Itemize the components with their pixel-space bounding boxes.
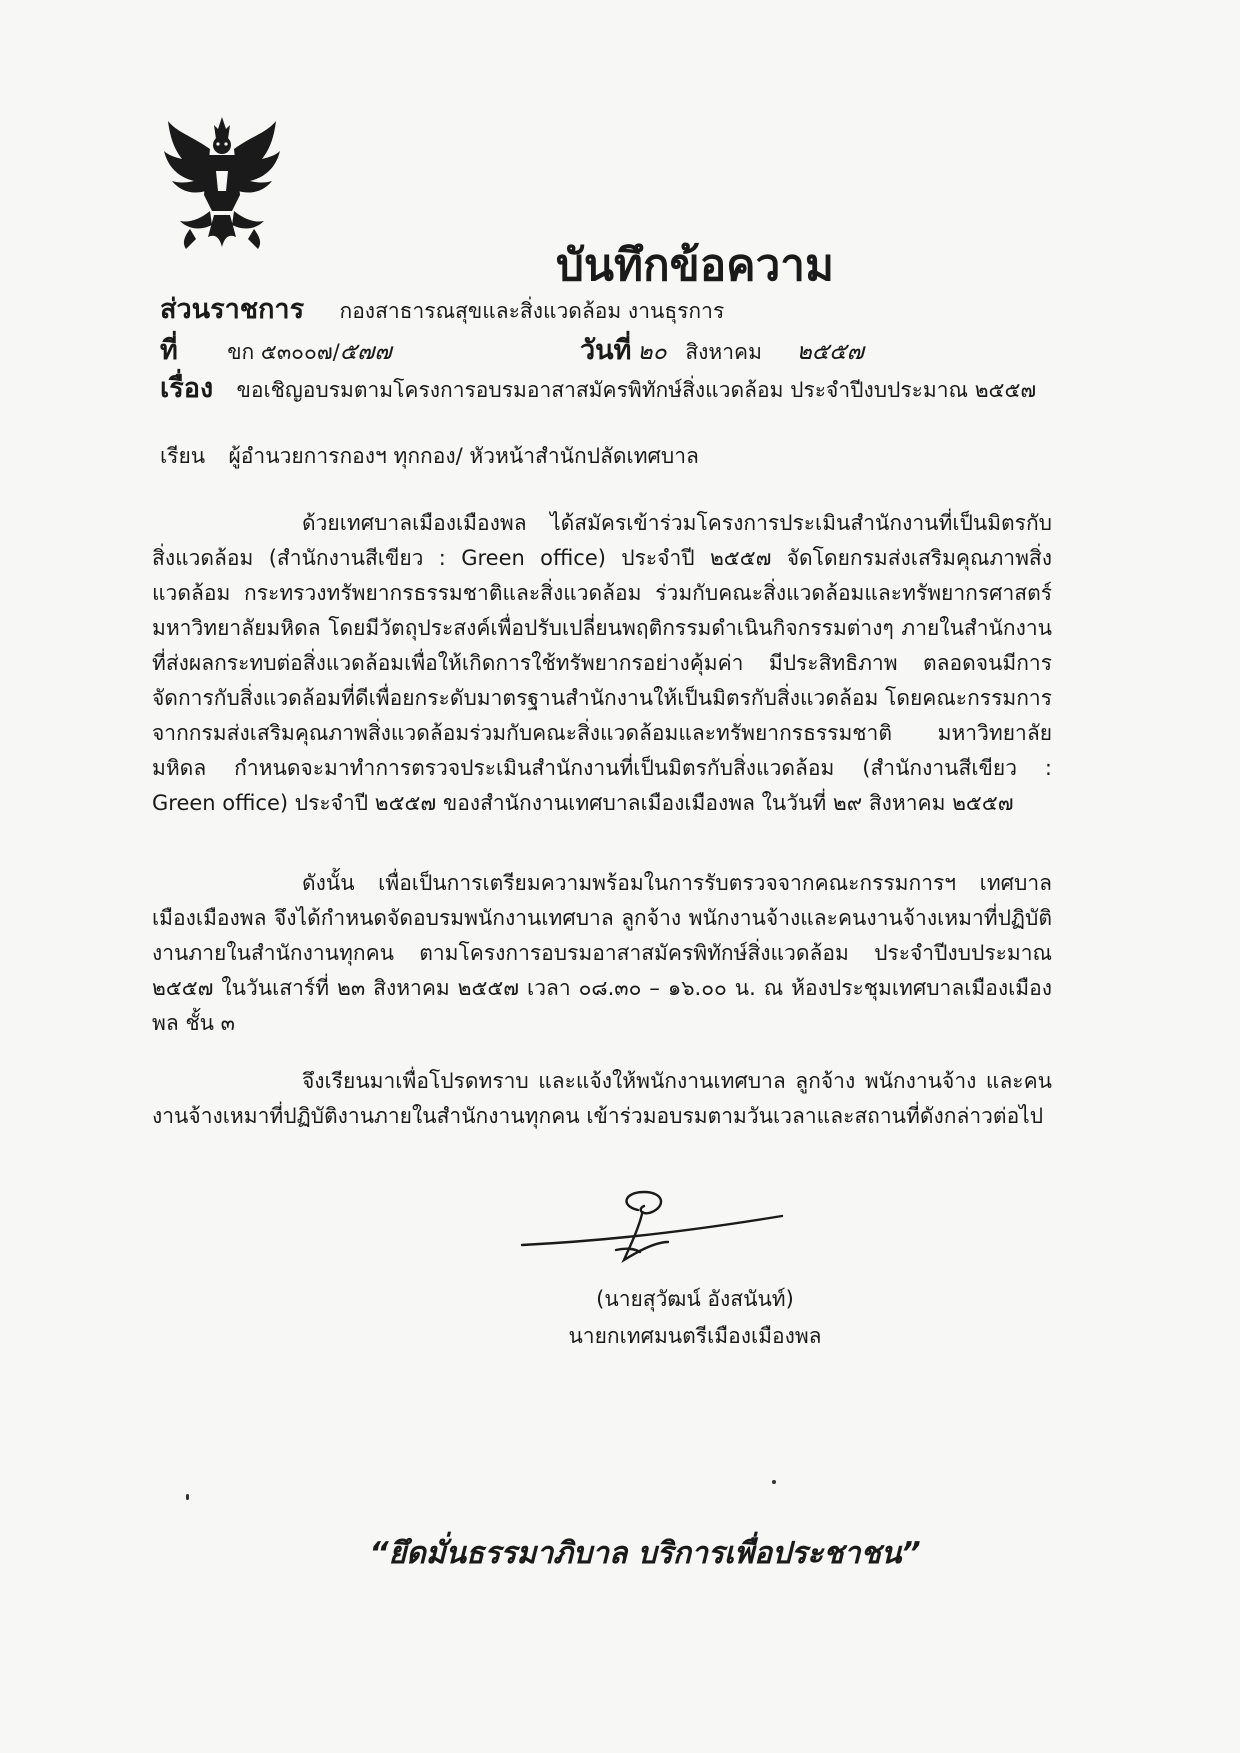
body-paragraph-3: [152, 1064, 1052, 1134]
footer-motto: “ยึดมั่นธรรมาภิบาล บริการเพื่อประชาชน”: [369, 1536, 921, 1571]
handwritten-signature: [520, 1190, 790, 1290]
date-month: สิงหาคม: [685, 340, 762, 364]
subject-label: เรื่อง: [160, 373, 214, 404]
scan-speck: [186, 1494, 189, 1500]
memo-title: บันทึกข้อความ: [555, 240, 834, 291]
date-day-handwritten: ๒๐: [637, 339, 667, 365]
reference-value: ขก ๕๓๐๐๗/: [227, 340, 340, 364]
signatory-name: (นายสุวัฒน์ อังสนันท์): [596, 1287, 794, 1311]
reference-label: ที่: [160, 335, 178, 366]
date-row: [580, 328, 864, 371]
paragraph-2-text: ดังนั้น เพื่อเป็นการเตรียมความพร้อมในการรับตรวจจากคณะกรรมการฯ เทศบาลเมืองเมืองพล จึงได้กำหนดจัดอบรมพนักงานเทศบาล ลูกจ้าง พนักงานจ้างและคนงานจ้างเหมาที่ปฏิบัติงานภายในสำนักงานทุกคน ตามโครงการอบรมอาสาสมัครพิทักษ์สิ่งแวดล้อม ประจำปีงบประมาณ ๒๕๕๗ ในวันเสาร์ที่ ๒๓ สิงหาคม ๒๕๕๗ เวลา ๐๘.๓๐ – ๑๖.๐๐ น. ณ ห้องประชุมเทศบาลเมืองเมืองพล ชั้น ๓: [152, 871, 1052, 1035]
department-value: กองสาธารณสุขและสิ่งแวดล้อม งานธุรการ: [339, 299, 725, 323]
subject-value: ขอเชิญอบรมตามโครงการอบรมอาสาสมัครพิทักษ์สิ่งแวดล้อม ประจำปีงบประมาณ ๒๕๕๗: [236, 378, 1037, 402]
signatory-position: นายกเทศมนตรีเมืองเมืองพล: [568, 1324, 822, 1348]
department-row: [160, 287, 724, 330]
paragraph-3-text: จึงเรียนมาเพื่อโปรดทราบ และแจ้งให้พนักงานเทศบาล ลูกจ้าง พนักงานจ้าง และคนงานจ้างเหมาที่ปฏิบัติงานภายในสำนักงานทุกคน เข้าร่วมอบรมตามวันเวลาและสถานที่ดังกล่าวต่อไป: [152, 1069, 1052, 1128]
reference-handwritten: ๕๗๗: [339, 339, 392, 365]
paragraph-1-text: ด้วยเทศบาลเมืองเมืองพล ได้สมัครเข้าร่วมโครงการประเมินสำนักงานที่เป็นมิตรกับสิ่งแวดล้อม (สำนักงานสีเขียว : Green office) ประจำปี ๒๕๕๗ จัดโดยกรมส่งเสริมคุณภาพสิ่งแวดล้อม กระทรวงทรัพยากรธรรมชาติและสิ่งแวดล้อม ร่วมกับคณะสิ่งแวดล้อมและทรัพยากรศาสตร์ มหาวิทยาลัยมหิดล โดยมีวัตถุประสงค์เพื่อปรับเปลี่ยนพฤติกรรมดำเนินกิจกรรมต่างๆ ภายในสำนักงานที่ส่งผลกระทบต่อสิ่งแวดล้อมเพื่อให้เกิดการใช้ทรัพยากรอย่างคุ้มค่า มีประสิทธิภาพ ตลอดจนมีการจัดการกับสิ่งแวดล้อมที่ดีเพื่อยกระดับมาตรฐานสำนักงานให้เป็นมิตรกับสิ่งแวดล้อม โดยคณะกรรมการจากกรมส่งเสริมคุณภาพสิ่งแวดล้อมร่วมกับคณะสิ่งแวดล้อมและทรัพยากรธรรมชาติ มหาวิทยาลัยมหิดล กำหนดจะมาทำการตรวจประเมินสำนักงานที่เป็นมิตรกับสิ่งแวดล้อม (สำนักงานสีเขียว : Green office) ประจำปี ๒๕๕๗ ของสำนักงานเทศบาลเมืองเมืองพล ในวันที่ ๒๙ สิงหาคม ๒๕๕๗: [152, 511, 1052, 815]
reference-row: [160, 328, 392, 371]
body-paragraph-2: [152, 866, 1052, 1041]
recipient-label: เรียน: [160, 444, 206, 468]
scan-speck: [772, 1480, 776, 1484]
recipient-value: ผู้อำนวยการกองฯ ทุกกอง/ หัวหน้าสำนักปลัดเทศบาล: [228, 444, 699, 468]
recipient-row: [160, 440, 699, 473]
body-paragraph-1: [152, 506, 1052, 821]
department-label: ส่วนราชการ: [160, 294, 305, 325]
date-label: วันที่: [580, 335, 632, 366]
subject-row: [160, 366, 1036, 409]
date-year-handwritten: ๒๕๕๗: [796, 339, 864, 365]
